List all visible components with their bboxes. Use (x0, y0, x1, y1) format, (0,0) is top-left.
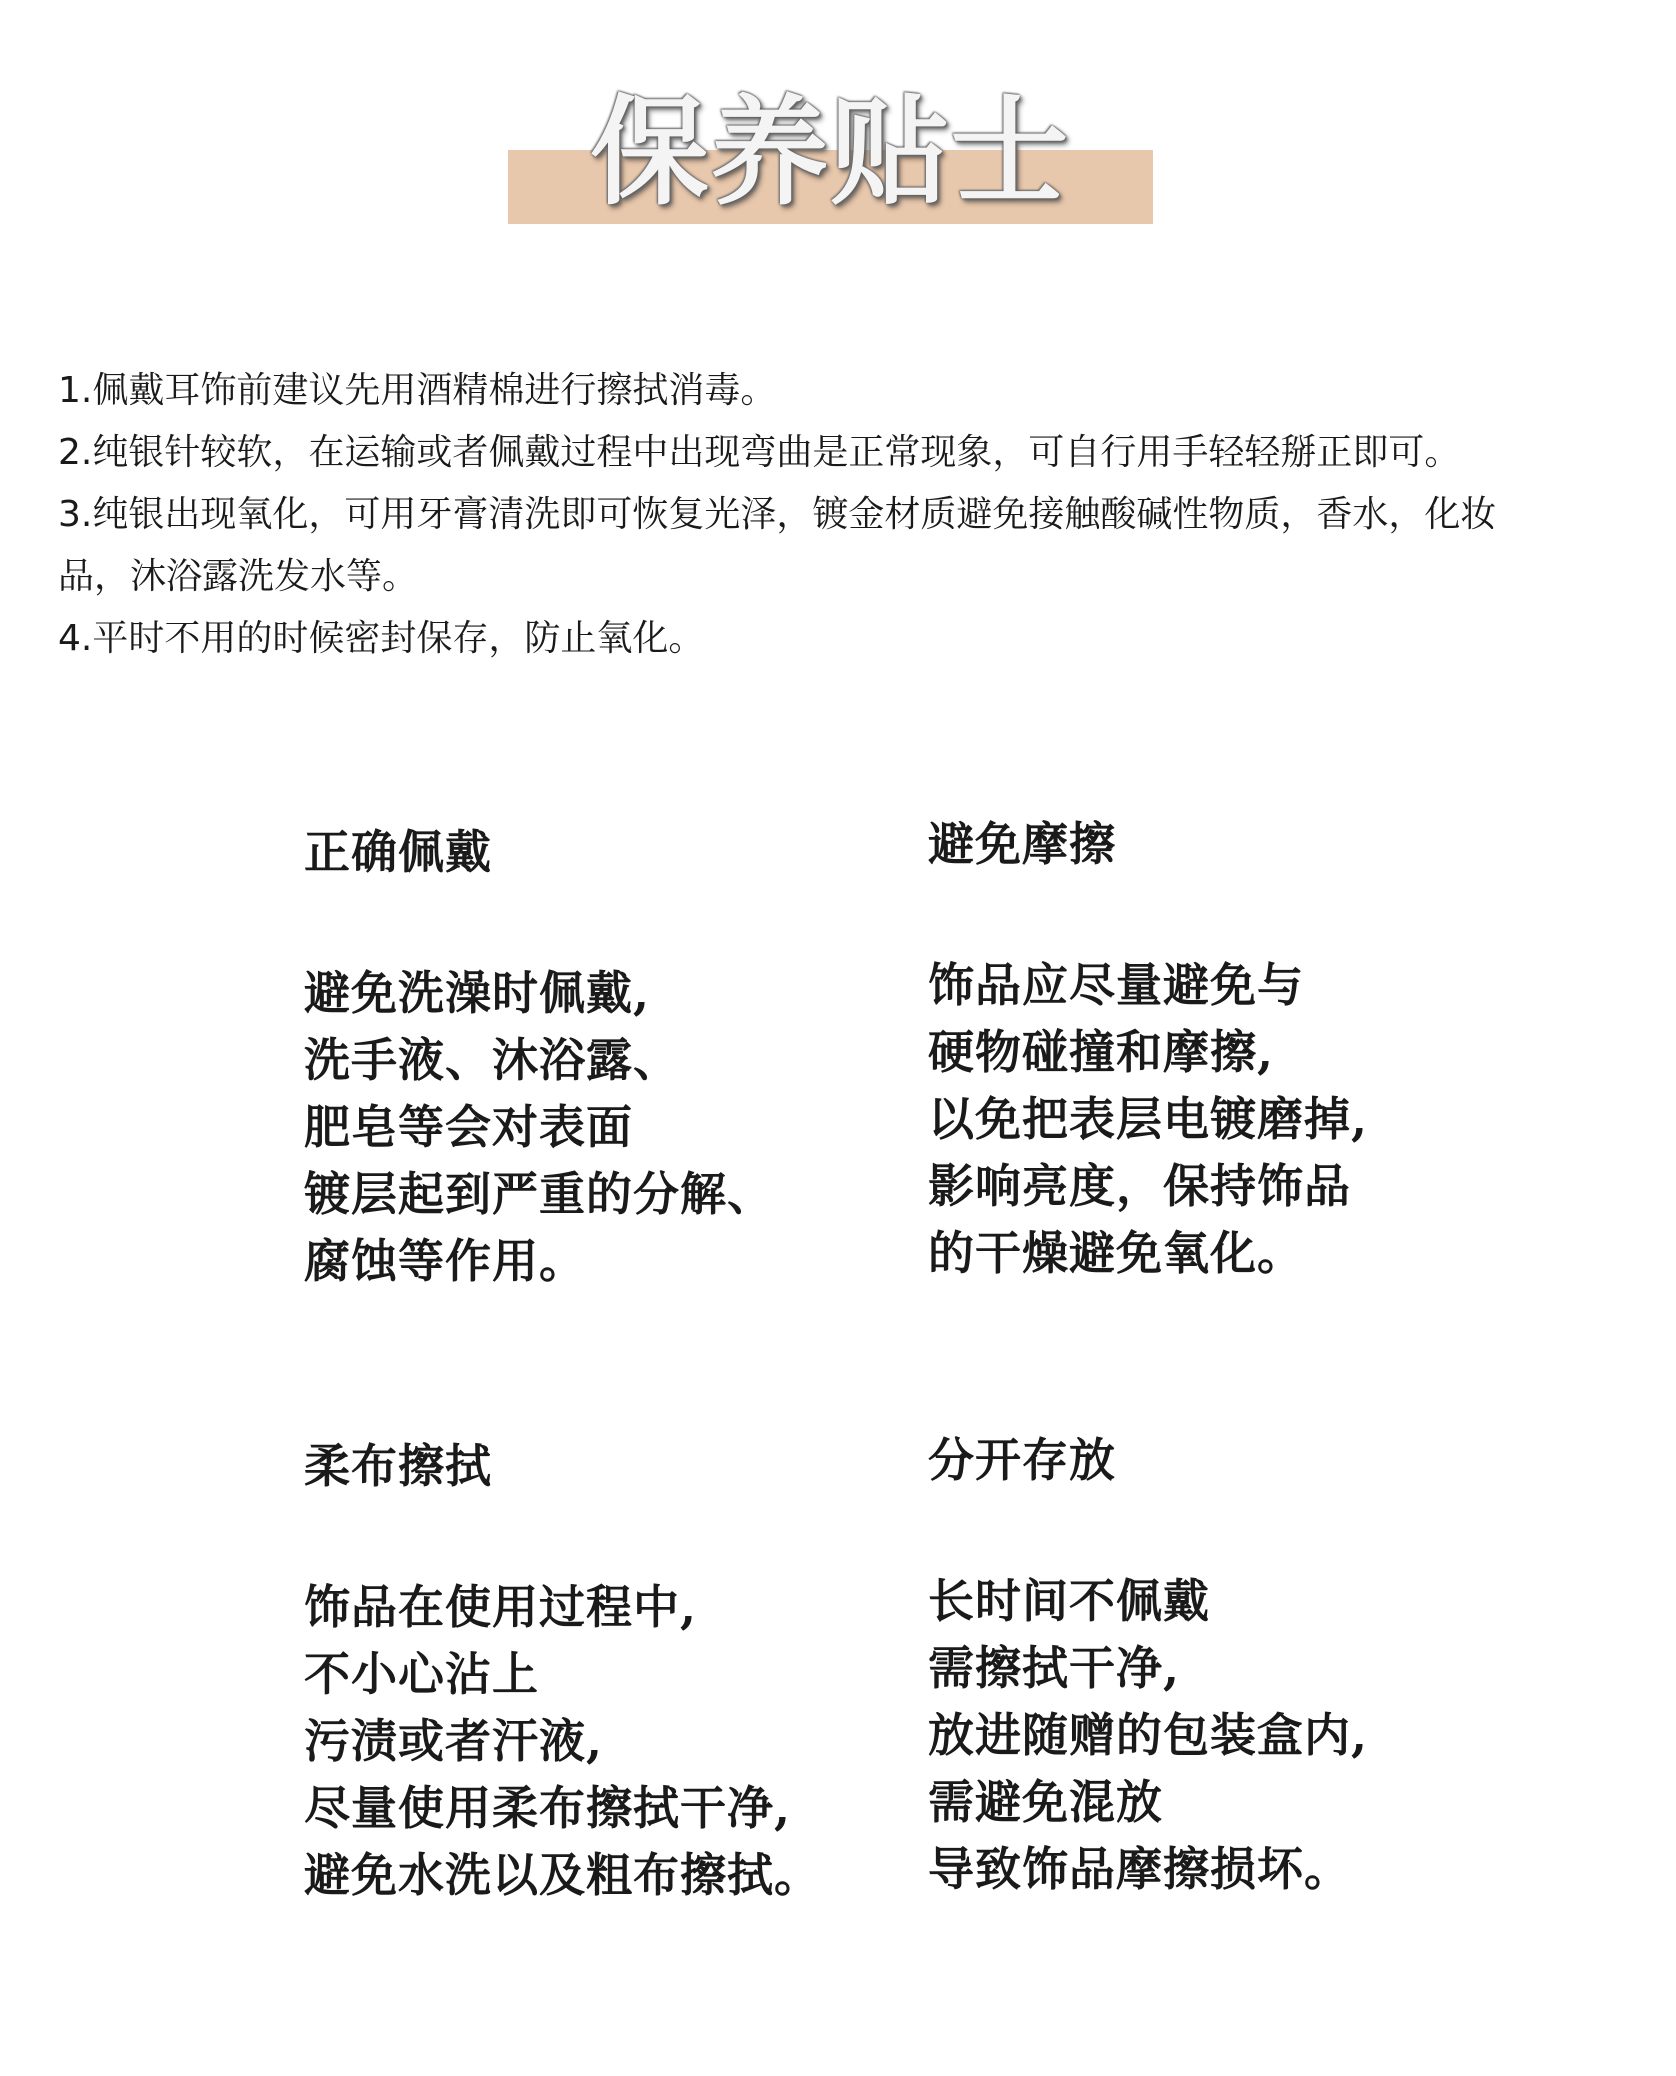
card-heading: 柔布擦拭 (304, 1439, 492, 1493)
card-body (304, 960, 774, 1295)
tip-line: 3.纯银出现氧化，可用牙膏清洗即可恢复光泽，镀金材质避免接触酸碱性物质，香水，化妆 (58, 494, 1497, 535)
card-line: 避免水洗以及粗布擦拭。 (304, 1848, 821, 1902)
card-line: 饰品应尽量避免与 (928, 958, 1304, 1012)
card-line: 放进随赠的包装盒内, (928, 1708, 1369, 1762)
tip-line: 品，沐浴露洗发水等。 (58, 556, 419, 597)
card-heading: 正确佩戴 (304, 825, 492, 879)
card-line: 需避免混放 (928, 1775, 1163, 1829)
card-line: 以免把表层电镀磨掉, (928, 1092, 1369, 1146)
card-line: 镀层起到严重的分解、 (304, 1167, 774, 1221)
page-title: 保养贴士 (590, 83, 1071, 221)
card-line: 长时间不佩戴 (928, 1574, 1210, 1628)
card-store-separately (928, 1430, 1368, 1903)
card-body (304, 1574, 821, 1909)
tip-line: 2.纯银针较软，在运输或者佩戴过程中出现弯曲是正常现象，可自行用手轻轻掰正即可。 (58, 432, 1461, 473)
card-line: 不小心沾上 (304, 1647, 539, 1701)
card-line: 影响亮度，保持饰品 (928, 1159, 1351, 1213)
card-line: 腐蚀等作用。 (304, 1234, 586, 1288)
card-avoid-friction (928, 814, 1368, 1287)
card-line: 饰品在使用过程中, (304, 1580, 698, 1634)
card-line: 避免洗澡时佩戴, (304, 966, 651, 1020)
card-line: 硬物碰撞和摩擦, (928, 1025, 1275, 1079)
card-line: 尽量使用柔布擦拭干净, (304, 1781, 792, 1835)
card-heading: 分开存放 (928, 1433, 1116, 1487)
card-body (928, 952, 1368, 1287)
card-line: 的干燥避免氧化。 (928, 1226, 1304, 1280)
card-wear-correctly (304, 822, 774, 1295)
card-heading: 避免摩擦 (928, 817, 1116, 871)
card-line: 需擦拭干净, (928, 1641, 1181, 1695)
care-tips-list (58, 360, 1618, 670)
card-soft-cloth-wipe (304, 1436, 821, 1909)
card-line: 导致饰品摩擦损坏。 (928, 1842, 1351, 1896)
card-body (928, 1568, 1368, 1903)
card-line: 污渍或者汗液, (304, 1714, 604, 1768)
tip-line: 4.平时不用的时候密封保存，防止氧化。 (58, 618, 705, 659)
card-line: 肥皂等会对表面 (304, 1100, 633, 1154)
card-line: 洗手液、沐浴露、 (304, 1033, 680, 1087)
tip-line: 1.佩戴耳饰前建议先用酒精棉进行擦拭消毒。 (58, 370, 777, 411)
